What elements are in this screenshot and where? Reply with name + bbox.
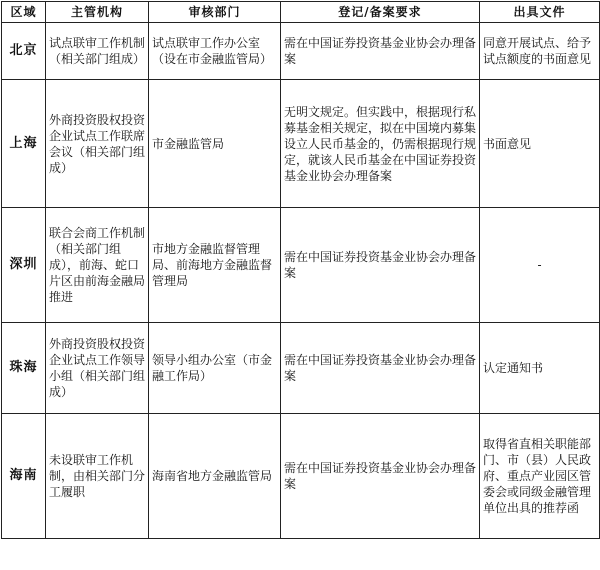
header-registration: 登记/备案要求 [281, 2, 480, 23]
header-region: 区域 [2, 2, 46, 23]
table-row [2, 23, 600, 80]
table-row [2, 208, 600, 323]
policy-comparison-table [1, 1, 600, 539]
region-cell: 北京 [2, 23, 46, 80]
review-cell: 市地方金融监督管理局、前海地方金融监督管理局 [149, 208, 281, 323]
region-cell: 深圳 [2, 208, 46, 323]
documents-cell: 书面意见 [480, 80, 600, 208]
review-cell: 试点联审工作办公室（设在市金融监管局） [149, 23, 281, 80]
registration-cell: 需在中国证券投资基金业协会办理备案 [281, 323, 480, 414]
authority-cell: 外商投资股权投资企业试点工作领导小组（相关部门组成） [46, 323, 149, 414]
table-row [2, 414, 600, 539]
table-header-row [2, 2, 600, 23]
registration-cell: 需在中国证券投资基金业协会办理备案 [281, 208, 480, 323]
table-row [2, 80, 600, 208]
header-review: 审核部门 [149, 2, 281, 23]
review-cell: 市金融监管局 [149, 80, 281, 208]
header-authority: 主管机构 [46, 2, 149, 23]
review-cell: 领导小组办公室（市金融工作局） [149, 323, 281, 414]
authority-cell: 未设联审工作机制，由相关部门分工履职 [46, 414, 149, 539]
documents-cell: 取得省直相关职能部门、市（县）人民政府、重点产业园区管委会或同级金融管理单位出具的推荐函 [480, 414, 600, 539]
header-documents: 出具文件 [480, 2, 600, 23]
region-cell: 上海 [2, 80, 46, 208]
documents-cell: - [480, 208, 600, 323]
registration-cell: 无明文规定。但实践中，根据现行私募基金相关规定，拟在中国境内募集设立人民币基金的，仍需根据现行规定，就该人民币基金在中国证券投资基金业协会办理备案 [281, 80, 480, 208]
authority-cell: 外商投资股权投资企业试点工作联席会议（相关部门组成） [46, 80, 149, 208]
registration-cell: 需在中国证券投资基金业协会办理备案 [281, 23, 480, 80]
region-cell: 海南 [2, 414, 46, 539]
region-cell: 珠海 [2, 323, 46, 414]
documents-cell: 同意开展试点、给予试点额度的书面意见 [480, 23, 600, 80]
authority-cell: 试点联审工作机制（相关部门组成） [46, 23, 149, 80]
review-cell: 海南省地方金融监管局 [149, 414, 281, 539]
authority-cell: 联合会商工作机制（相关部门组成），前海、蛇口片区由前海金融局推进 [46, 208, 149, 323]
documents-cell: 认定通知书 [480, 323, 600, 414]
table-row [2, 323, 600, 414]
registration-cell: 需在中国证券投资基金业协会办理备案 [281, 414, 480, 539]
